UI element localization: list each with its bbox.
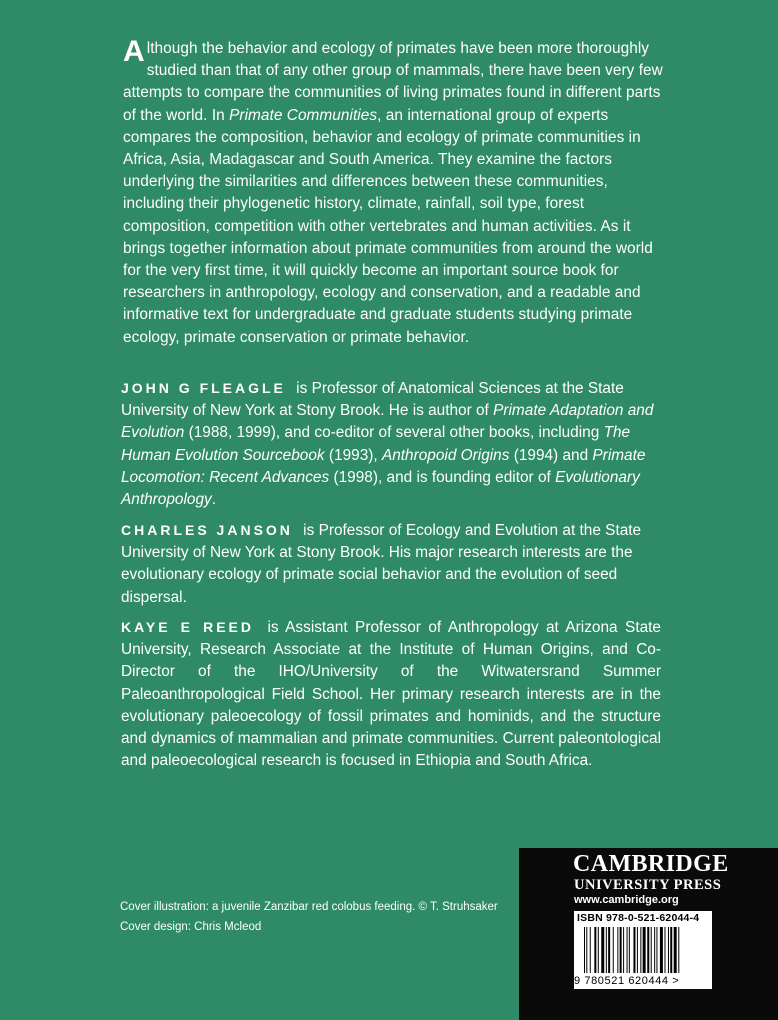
description-text-2: , an international group of experts compares the composition, behavior and ecology of primate communities in Africa, Asia, Madagascar and South America. They examine the factors underlying the similarities and differences between these communities, including their phylogenetic history, climate, rainfall, soil type, forest composition, competition with other vertebrates and human activities. As it brings together information about primate communities from around the world for the very first time, it will quickly become an important source book for researchers in anthropology, ecology and conservation, and a readable and informative text for undergraduate and graduate students studying primate ecology, primate conservation or primate behavior. [123,106,653,346]
book-title: Primate Communities [229,106,378,124]
barcode-bar [670,927,672,973]
book-title: Primate Locomotion: Recent Advances [121,446,646,486]
barcode-bar [640,927,641,973]
barcode-bar [608,927,610,973]
barcode-icon [576,927,710,975]
barcode-bar [627,927,628,973]
barcode-bar [617,927,618,973]
barcode-bar [668,927,669,973]
barcode-bar [629,927,630,973]
barcode-bar [647,927,649,973]
ean-digits: 9 780521 620444 > [574,975,680,987]
barcode-bar [613,927,614,973]
description-text-1: lthough the behavior and ecology of primates have been more thoroughly studied than that of any other group of mammals, there have been very few attempts to compare the communities of living primates found in different parts of the world. In [123,40,663,124]
author-name-janson: CHARLES JANSON [121,522,293,538]
bio-text: . [211,491,216,509]
barcode-bar [598,927,599,973]
barcode-bar [674,927,677,973]
publisher-website[interactable]: www.cambridge.org [574,894,679,906]
drop-cap: A [123,35,145,68]
barcode-bar [594,927,596,973]
design-credit: Cover design: Chris Mcleod [120,921,262,933]
bio-text: is Professor of Anatomical Sciences at the State University of New York at Stony Brook. He is author of [121,380,624,420]
author-bio-reed [121,616,661,772]
publisher-panel [519,848,778,1020]
publisher-press: UNIVERSITY PRESS [574,877,722,893]
barcode-bar [586,927,587,973]
barcode-bar [584,927,585,973]
author-bio-fleagle [121,377,661,511]
barcode-bar [623,927,624,973]
barcode-bar [654,927,655,973]
book-title: The Human Evolution Sourcebook [121,424,631,464]
bio-text: (1998), and is founding editor of [329,468,556,486]
book-description [123,35,663,349]
barcode-bar [601,927,604,973]
bio-text: (1993), [324,446,382,464]
author-bio-janson [121,519,661,609]
book-title: Anthropoid Origins [381,446,510,464]
barcode-box [574,911,712,989]
barcode-bar [651,927,652,973]
barcode-bar [606,927,607,973]
illustration-credit: Cover illustration: a juvenile Zanzibar red colobus feeding. © T. Struhsaker [120,901,498,913]
barcode-bar [590,927,591,973]
barcode-bar [678,927,679,973]
barcode-bar [637,927,638,973]
isbn-label: ISBN 978-0-521-62044-4 [577,912,700,924]
barcode-bar [620,927,622,973]
journal-title: Evolutionary Anthropology [121,468,640,509]
bio-text: is Assistant Professor of Anthropology at Arizona State University, Research Associate at the Institute of Human Origins, and Co-Director of the IHO/University of the Witwatersrand Summer Paleoanthropological Field School. Her primary research interests are in the evolutionary paleoecology of fossil primates and hominids, and the structure and dynamics of mammalian and primate communities. Current paleontological and paleoecological research is focused in Ethiopia and South Africa. [121,619,661,770]
barcode-bar [660,927,663,973]
barcode-bar [665,927,666,973]
bio-text: (1988, 1999), and co-editor of several other books, including [184,424,604,442]
author-name-fleagle: JOHN G FLEAGLE [121,380,286,396]
barcode-bar [656,927,657,973]
barcode-bar [643,927,646,973]
book-title: Primate Adaptation and Evolution [121,402,654,442]
barcode-bar [633,927,635,973]
publisher-name: CAMBRIDGE [573,851,729,877]
cover-credits [120,897,498,937]
bio-text: is Professor of Ecology and Evolution at the State University of New York at Stony Brook. His major research interests are the evolutionary ecology of primate social behavior and the evolution of seed dispersal. [121,522,642,606]
author-name-reed: KAYE E REED [121,619,254,635]
bio-text: (1994) and [509,446,593,464]
